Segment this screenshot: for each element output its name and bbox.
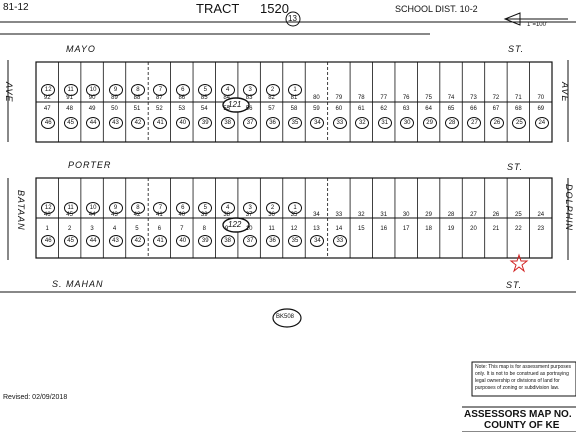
upper-bottom-circled-lot: 44 xyxy=(86,117,100,129)
lower-bottom-circled-lot: 41 xyxy=(153,235,167,247)
street-dolphin: DOLPHIN xyxy=(564,184,574,232)
lower-top-lot: 29 xyxy=(425,212,432,218)
lower-bottom-lot: 13 xyxy=(313,226,320,232)
upper-bottom-lot: 62 xyxy=(380,106,388,112)
upper-top-circled-lot: 12 xyxy=(41,84,55,96)
tract-label: TRACT xyxy=(196,1,240,16)
upper-top-lot: 87 xyxy=(156,95,163,101)
lower-top-circled-lot: 7 xyxy=(153,202,167,214)
lower-bottom-lot: 12 xyxy=(290,226,298,232)
lower-top-circled-lot: 4 xyxy=(221,202,235,214)
street-s-mahan: S. MAHAN xyxy=(52,279,104,289)
lower-top-lot: 40 xyxy=(178,212,186,218)
lower-bottom-circled-lot: 40 xyxy=(176,235,190,247)
upper-top-lot: 85 xyxy=(200,95,208,101)
upper-bottom-circled-lot: 29 xyxy=(423,117,437,129)
school-district: SCHOOL DIST. 10-2 xyxy=(395,4,478,14)
block-number-lower: 122 xyxy=(228,220,242,229)
upper-top-circled-lot: 4 xyxy=(221,84,235,96)
revised-date: Revised: 02/09/2018 xyxy=(3,394,68,401)
upper-top-lot: 70 xyxy=(537,95,545,101)
lower-bottom-circled-lot: 46 xyxy=(41,235,55,247)
upper-bottom-circled-lot: 40 xyxy=(176,117,190,129)
upper-bottom-circled-lot: 35 xyxy=(288,117,302,129)
lower-bottom-circled-lot: 33 xyxy=(333,235,347,247)
upper-bottom-circled-lot: 42 xyxy=(131,117,145,129)
street-ave-left: AVE xyxy=(4,82,14,103)
upper-bottom-lot: 65 xyxy=(447,106,455,112)
upper-top-lot: 74 xyxy=(447,95,455,101)
lower-top-circled-lot: 1 xyxy=(288,202,302,214)
book-reference: BK508 xyxy=(276,314,295,320)
upper-top-lot: 79 xyxy=(335,95,343,101)
upper-top-circled-lot: 11 xyxy=(64,84,78,96)
upper-bottom-circled-lot: 31 xyxy=(378,117,392,129)
upper-top-lot: 77 xyxy=(380,95,388,101)
upper-bottom-circled-lot: 24 xyxy=(535,117,549,129)
upper-top-lot: 75 xyxy=(425,95,432,101)
lower-bottom-lot: 15 xyxy=(357,226,365,232)
lower-top-circled-lot: 10 xyxy=(86,202,100,214)
upper-bottom-lot: 68 xyxy=(515,106,522,112)
upper-top-lot: 73 xyxy=(470,95,477,101)
lower-top-lot: 26 xyxy=(492,212,500,218)
street-mayo-suffix: ST. xyxy=(508,44,525,54)
upper-bottom-circled-lot: 37 xyxy=(243,117,257,129)
upper-top-lot: 84 xyxy=(223,95,231,101)
upper-bottom-lot: 66 xyxy=(470,106,477,112)
upper-bottom-circled-lot: 25 xyxy=(512,117,526,129)
lower-top-lot: 28 xyxy=(447,212,455,218)
lower-bottom-lot: 2 xyxy=(67,226,72,232)
star-marker xyxy=(511,255,527,271)
upper-top-circled-lot: 2 xyxy=(266,84,280,96)
upper-top-circled-lot: 10 xyxy=(86,84,100,96)
lower-top-lot: 39 xyxy=(200,212,208,218)
upper-bottom-circled-lot: 28 xyxy=(445,117,459,129)
upper-bottom-lot: 63 xyxy=(402,106,410,112)
lower-top-lot: 31 xyxy=(380,212,388,218)
upper-bottom-circled-lot: 30 xyxy=(400,117,414,129)
lower-bottom-lot: 20 xyxy=(470,226,477,232)
lower-top-lot: 37 xyxy=(245,212,253,218)
disclaimer-note: Note: This map is for assessment purposes only. It is not to be construed as portraying legal ownership or divisions of land for purposes of zoning or subdivision law. xyxy=(475,364,572,391)
lower-bottom-lot: 16 xyxy=(380,226,388,232)
lower-top-lot: 42 xyxy=(133,212,141,218)
upper-bottom-lot: 52 xyxy=(156,106,163,112)
upper-bottom-circled-lot: 41 xyxy=(153,117,167,129)
lower-top-circled-lot: 5 xyxy=(198,202,212,214)
upper-top-lot: 72 xyxy=(492,95,500,101)
upper-bottom-lot: 48 xyxy=(66,106,73,112)
upper-top-circled-lot: 1 xyxy=(288,84,302,96)
tract-number: 1520 xyxy=(260,1,289,16)
upper-top-circled-lot: 7 xyxy=(153,84,167,96)
lower-top-lot: 27 xyxy=(470,212,477,218)
upper-top-circled-lot: 6 xyxy=(176,84,190,96)
lower-top-lot: 24 xyxy=(537,212,545,218)
lower-top-lot: 45 xyxy=(66,212,73,218)
lower-top-lot: 44 xyxy=(88,212,96,218)
lower-top-lot: 30 xyxy=(402,212,410,218)
lower-top-lot: 32 xyxy=(357,212,365,218)
lower-bottom-lot: 11 xyxy=(268,226,275,232)
lower-bottom-lot: 23 xyxy=(537,226,545,232)
lower-bottom-lot: 5 xyxy=(135,226,139,232)
upper-bottom-lot: 59 xyxy=(313,106,320,112)
lower-top-lot: 33 xyxy=(335,212,343,218)
lower-bottom-circled-lot: 43 xyxy=(109,235,123,247)
lower-bottom-circled-lot: 37 xyxy=(243,235,257,247)
lower-bottom-lot: 18 xyxy=(425,226,432,232)
upper-bottom-circled-lot: 46 xyxy=(41,117,55,129)
upper-bottom-circled-lot: 34 xyxy=(310,117,324,129)
lower-bottom-circled-lot: 42 xyxy=(131,235,145,247)
map-scale: 1"=100' xyxy=(527,22,548,28)
upper-bottom-circled-lot: 45 xyxy=(64,117,78,129)
upper-top-lot: 80 xyxy=(313,95,320,101)
upper-bottom-lot: 56 xyxy=(245,106,253,112)
lower-bottom-circled-lot: 38 xyxy=(221,235,235,247)
lower-bottom-circled-lot: 34 xyxy=(310,235,324,247)
street-porter-suffix: ST. xyxy=(507,162,524,172)
upper-top-circled-lot: 3 xyxy=(243,84,257,96)
lower-bottom-lot: 19 xyxy=(447,226,455,232)
lower-top-circled-lot: 2 xyxy=(266,202,280,214)
upper-bottom-circled-lot: 32 xyxy=(355,117,369,129)
upper-bottom-lot: 57 xyxy=(268,106,275,112)
lower-bottom-lot: 14 xyxy=(335,226,343,232)
upper-top-lot: 90 xyxy=(88,95,96,101)
street-mayo: MAYO xyxy=(66,44,96,54)
street-porter: PORTER xyxy=(68,160,112,170)
upper-bottom-circled-lot: 43 xyxy=(109,117,123,129)
lower-top-circled-lot: 12 xyxy=(41,202,55,214)
lower-top-lot: 38 xyxy=(223,212,231,218)
lower-top-circled-lot: 6 xyxy=(176,202,190,214)
street-bataan: BATAAN xyxy=(16,190,26,231)
lower-bottom-circled-lot: 45 xyxy=(64,235,78,247)
lower-bottom-lot: 9 xyxy=(225,226,229,232)
lower-bottom-circled-lot: 35 xyxy=(288,235,302,247)
upper-bottom-circled-lot: 39 xyxy=(198,117,212,129)
upper-top-circled-lot: 8 xyxy=(131,84,145,96)
lower-bottom-lot: 22 xyxy=(515,226,522,232)
upper-bottom-lot: 53 xyxy=(178,106,186,112)
sheet-number: 13 xyxy=(288,14,297,23)
upper-bottom-lot: 50 xyxy=(111,106,118,112)
upper-bottom-circled-lot: 26 xyxy=(490,117,504,129)
lower-top-circled-lot: 3 xyxy=(243,202,257,214)
upper-top-lot: 88 xyxy=(133,95,141,101)
upper-top-lot: 86 xyxy=(178,95,186,101)
upper-bottom-lot: 67 xyxy=(492,106,500,112)
upper-top-circled-lot: 5 xyxy=(198,84,212,96)
upper-bottom-circled-lot: 33 xyxy=(333,117,347,129)
lower-bottom-circled-lot: 44 xyxy=(86,235,100,247)
lower-top-circled-lot: 11 xyxy=(64,202,78,214)
street-ave-right: AVE xyxy=(560,82,570,103)
upper-top-lot: 82 xyxy=(268,95,275,101)
lower-bottom-lot: 7 xyxy=(180,226,184,232)
upper-top-lot: 71 xyxy=(515,95,522,101)
upper-top-lot: 83 xyxy=(245,95,253,101)
lower-top-lot: 46 xyxy=(43,212,51,218)
lower-bottom-circled-lot: 39 xyxy=(198,235,212,247)
lower-bottom-lot: 4 xyxy=(112,226,117,232)
upper-bottom-lot: 60 xyxy=(335,106,343,112)
lower-top-lot: 41 xyxy=(156,212,163,218)
upper-bottom-lot: 55 xyxy=(223,106,231,112)
lower-bottom-lot: 3 xyxy=(90,226,94,232)
upper-bottom-lot: 51 xyxy=(133,106,141,112)
upper-bottom-lot: 64 xyxy=(425,106,432,112)
upper-bottom-lot: 47 xyxy=(43,106,51,112)
map-number: 81-12 xyxy=(3,2,29,13)
upper-bottom-circled-lot: 36 xyxy=(266,117,280,129)
upper-bottom-lot: 54 xyxy=(200,106,208,112)
lower-bottom-lot: 10 xyxy=(245,226,253,232)
upper-top-lot: 89 xyxy=(111,95,118,101)
lower-top-lot: 35 xyxy=(290,212,298,218)
lower-bottom-lot: 17 xyxy=(402,226,410,232)
upper-bottom-lot: 49 xyxy=(88,106,96,112)
upper-top-lot: 78 xyxy=(357,95,365,101)
upper-bottom-lot: 69 xyxy=(537,106,545,112)
block-number-upper: 121 xyxy=(228,100,242,109)
upper-top-lot: 92 xyxy=(43,95,51,101)
lower-bottom-lot: 6 xyxy=(157,226,162,232)
lower-top-lot: 36 xyxy=(268,212,275,218)
county-title: COUNTY OF KE xyxy=(484,420,560,431)
upper-bottom-lot: 58 xyxy=(290,106,298,112)
upper-top-lot: 91 xyxy=(66,95,73,101)
lower-top-lot: 34 xyxy=(313,212,320,218)
lower-top-circled-lot: 8 xyxy=(131,202,145,214)
street-s-mahan-suffix: ST. xyxy=(506,280,523,290)
lower-top-lot: 43 xyxy=(111,212,118,218)
lower-bottom-lot: 8 xyxy=(202,226,206,232)
lower-top-circled-lot: 9 xyxy=(109,202,123,214)
upper-top-lot: 76 xyxy=(402,95,410,101)
upper-bottom-circled-lot: 38 xyxy=(221,117,235,129)
lower-bottom-lot: 21 xyxy=(492,226,500,232)
assessor-title: ASSESSORS MAP NO. xyxy=(464,409,572,420)
lower-top-lot: 25 xyxy=(515,212,522,218)
upper-bottom-lot: 61 xyxy=(357,106,365,112)
lower-bottom-lot: 1 xyxy=(45,226,49,232)
upper-top-lot: 81 xyxy=(290,95,298,101)
lower-bottom-circled-lot: 36 xyxy=(266,235,280,247)
upper-top-circled-lot: 9 xyxy=(109,84,123,96)
upper-bottom-circled-lot: 27 xyxy=(467,117,481,129)
